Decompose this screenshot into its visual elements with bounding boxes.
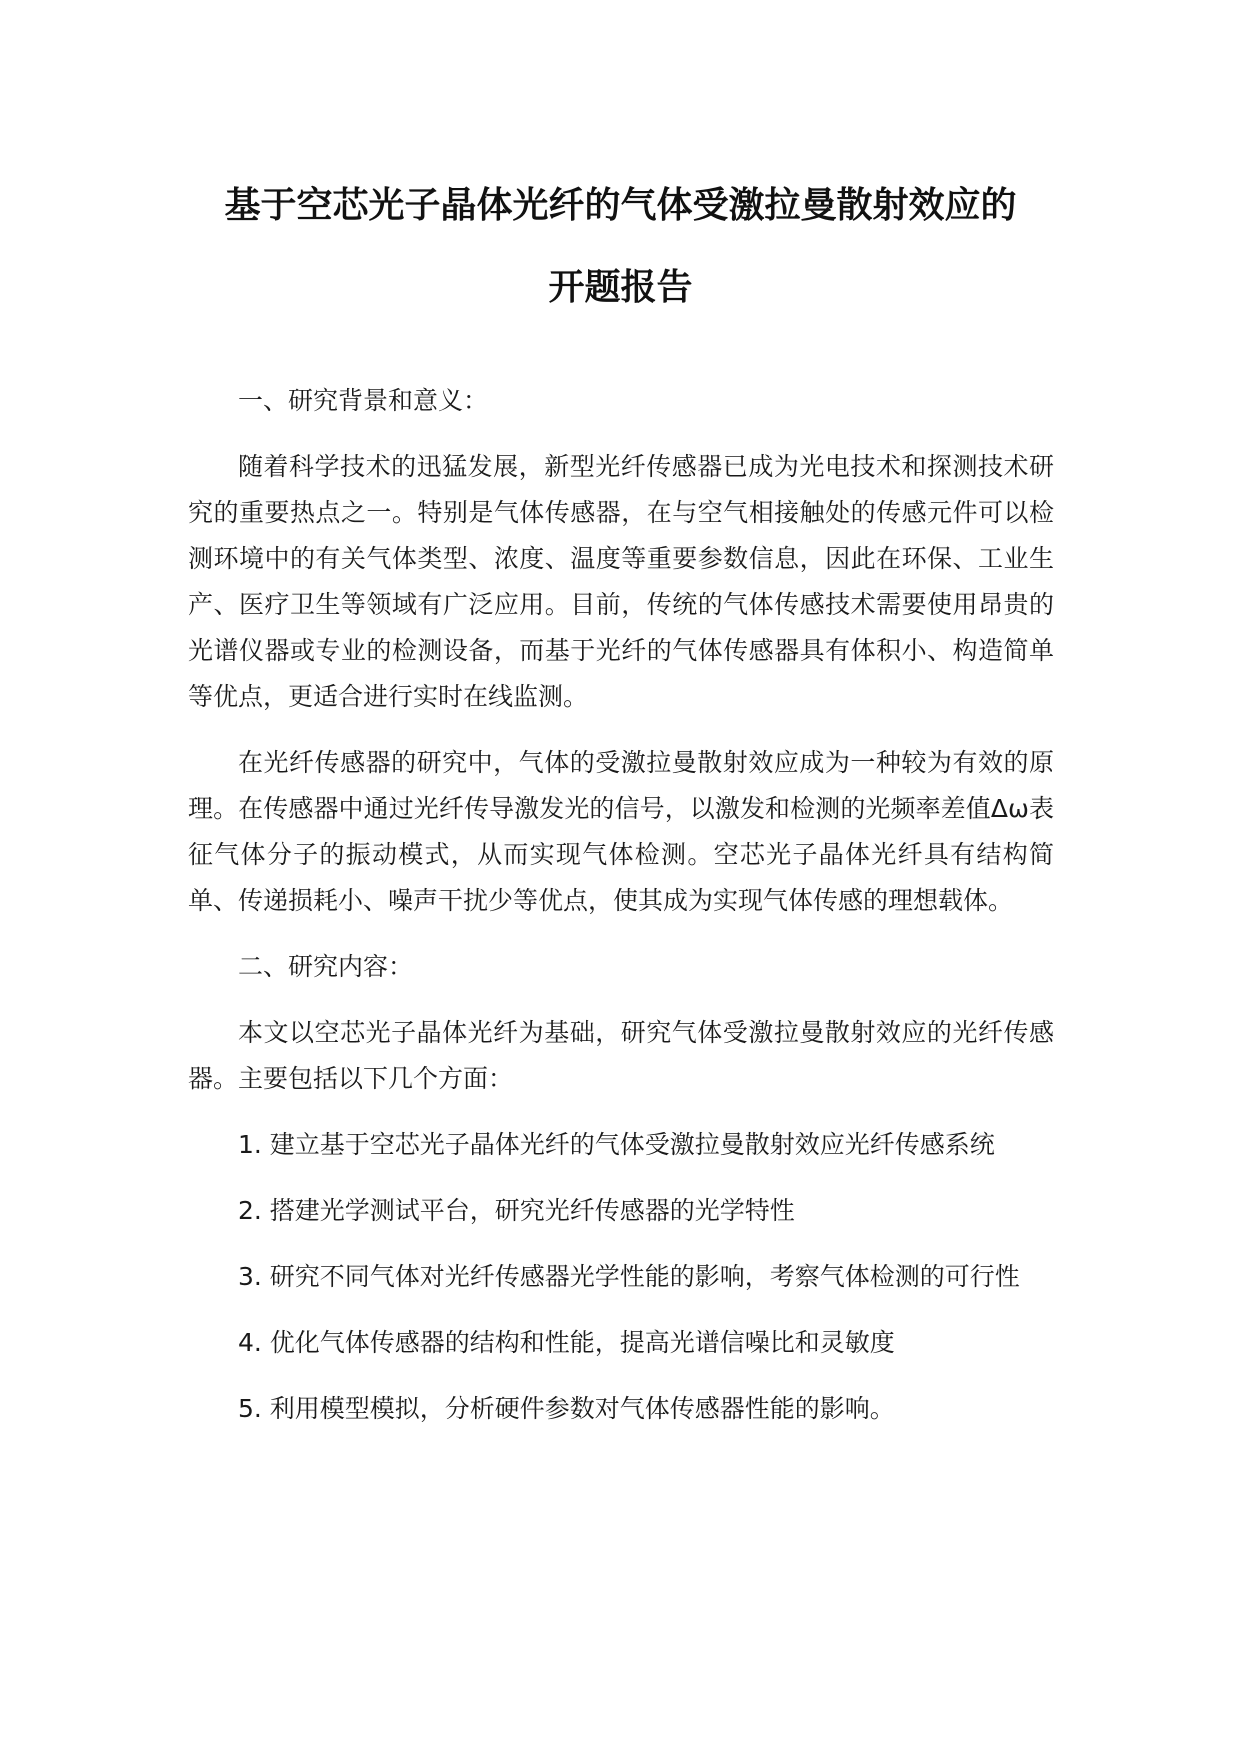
paragraph-content-intro: 本文以空芯光子晶体光纤为基础，研究气体受激拉曼散射效应的光纤传感器。主要包括以下几个方面： (188, 1018, 1054, 1093)
paragraph-background-2: 在光纤传感器的研究中，气体的受激拉曼散射效应成为一种较为有效的原理。在传感器中通过光纤传导激发光的信号，以激发和检测的光频率差值Δω表征气体分子的振动模式，从而实现气体检测。空芯光子晶体光纤具有结构简单、传递损耗小、噪声干扰少等优点，使其成为实现气体传感的理想载体。 (188, 748, 1054, 915)
list-item-2: 2. 搭建光学测试平台，研究光纤传感器的光学特性 (238, 1196, 795, 1225)
list-item-5: 5. 利用模型模拟，分析硬件参数对气体传感器性能的影响。 (238, 1394, 895, 1423)
document-title-line-2: 开题报告 (548, 267, 693, 308)
list-item-3: 3. 研究不同气体对光纤传感器光学性能的影响，考察气体检测的可行性 (238, 1262, 1020, 1291)
paragraph-background-1: 随着科学技术的迅猛发展，新型光纤传感器已成为光电技术和探测技术研究的重要热点之一。特别是气体传感器，在与空气相接触处的传感元件可以检测环境中的有关气体类型、浓度、温度等重要参数信息，因此在环保、工业生产、医疗卫生等领域有广泛应用。目前，传统的气体传感技术需要使用昂贵的光谱仪器或专业的检测设备，而基于光纤的气体传感器具有体积小、构造简单等优点，更适合进行实时在线监测。 (188, 452, 1054, 711)
document-body (188, 378, 1054, 1452)
section-heading-content: 二、研究内容： (238, 952, 414, 981)
list-item-1: 1. 建立基于空芯光子晶体光纤的气体受激拉曼散射效应光纤传感系统 (238, 1130, 995, 1159)
list-item-4: 4. 优化气体传感器的结构和性能，提高光谱信噪比和灵敏度 (238, 1328, 895, 1357)
section-heading-background: 一、研究背景和意义： (238, 386, 489, 415)
document-title-line-1: 基于空芯光子晶体光纤的气体受激拉曼散射效应的 (224, 185, 1017, 226)
